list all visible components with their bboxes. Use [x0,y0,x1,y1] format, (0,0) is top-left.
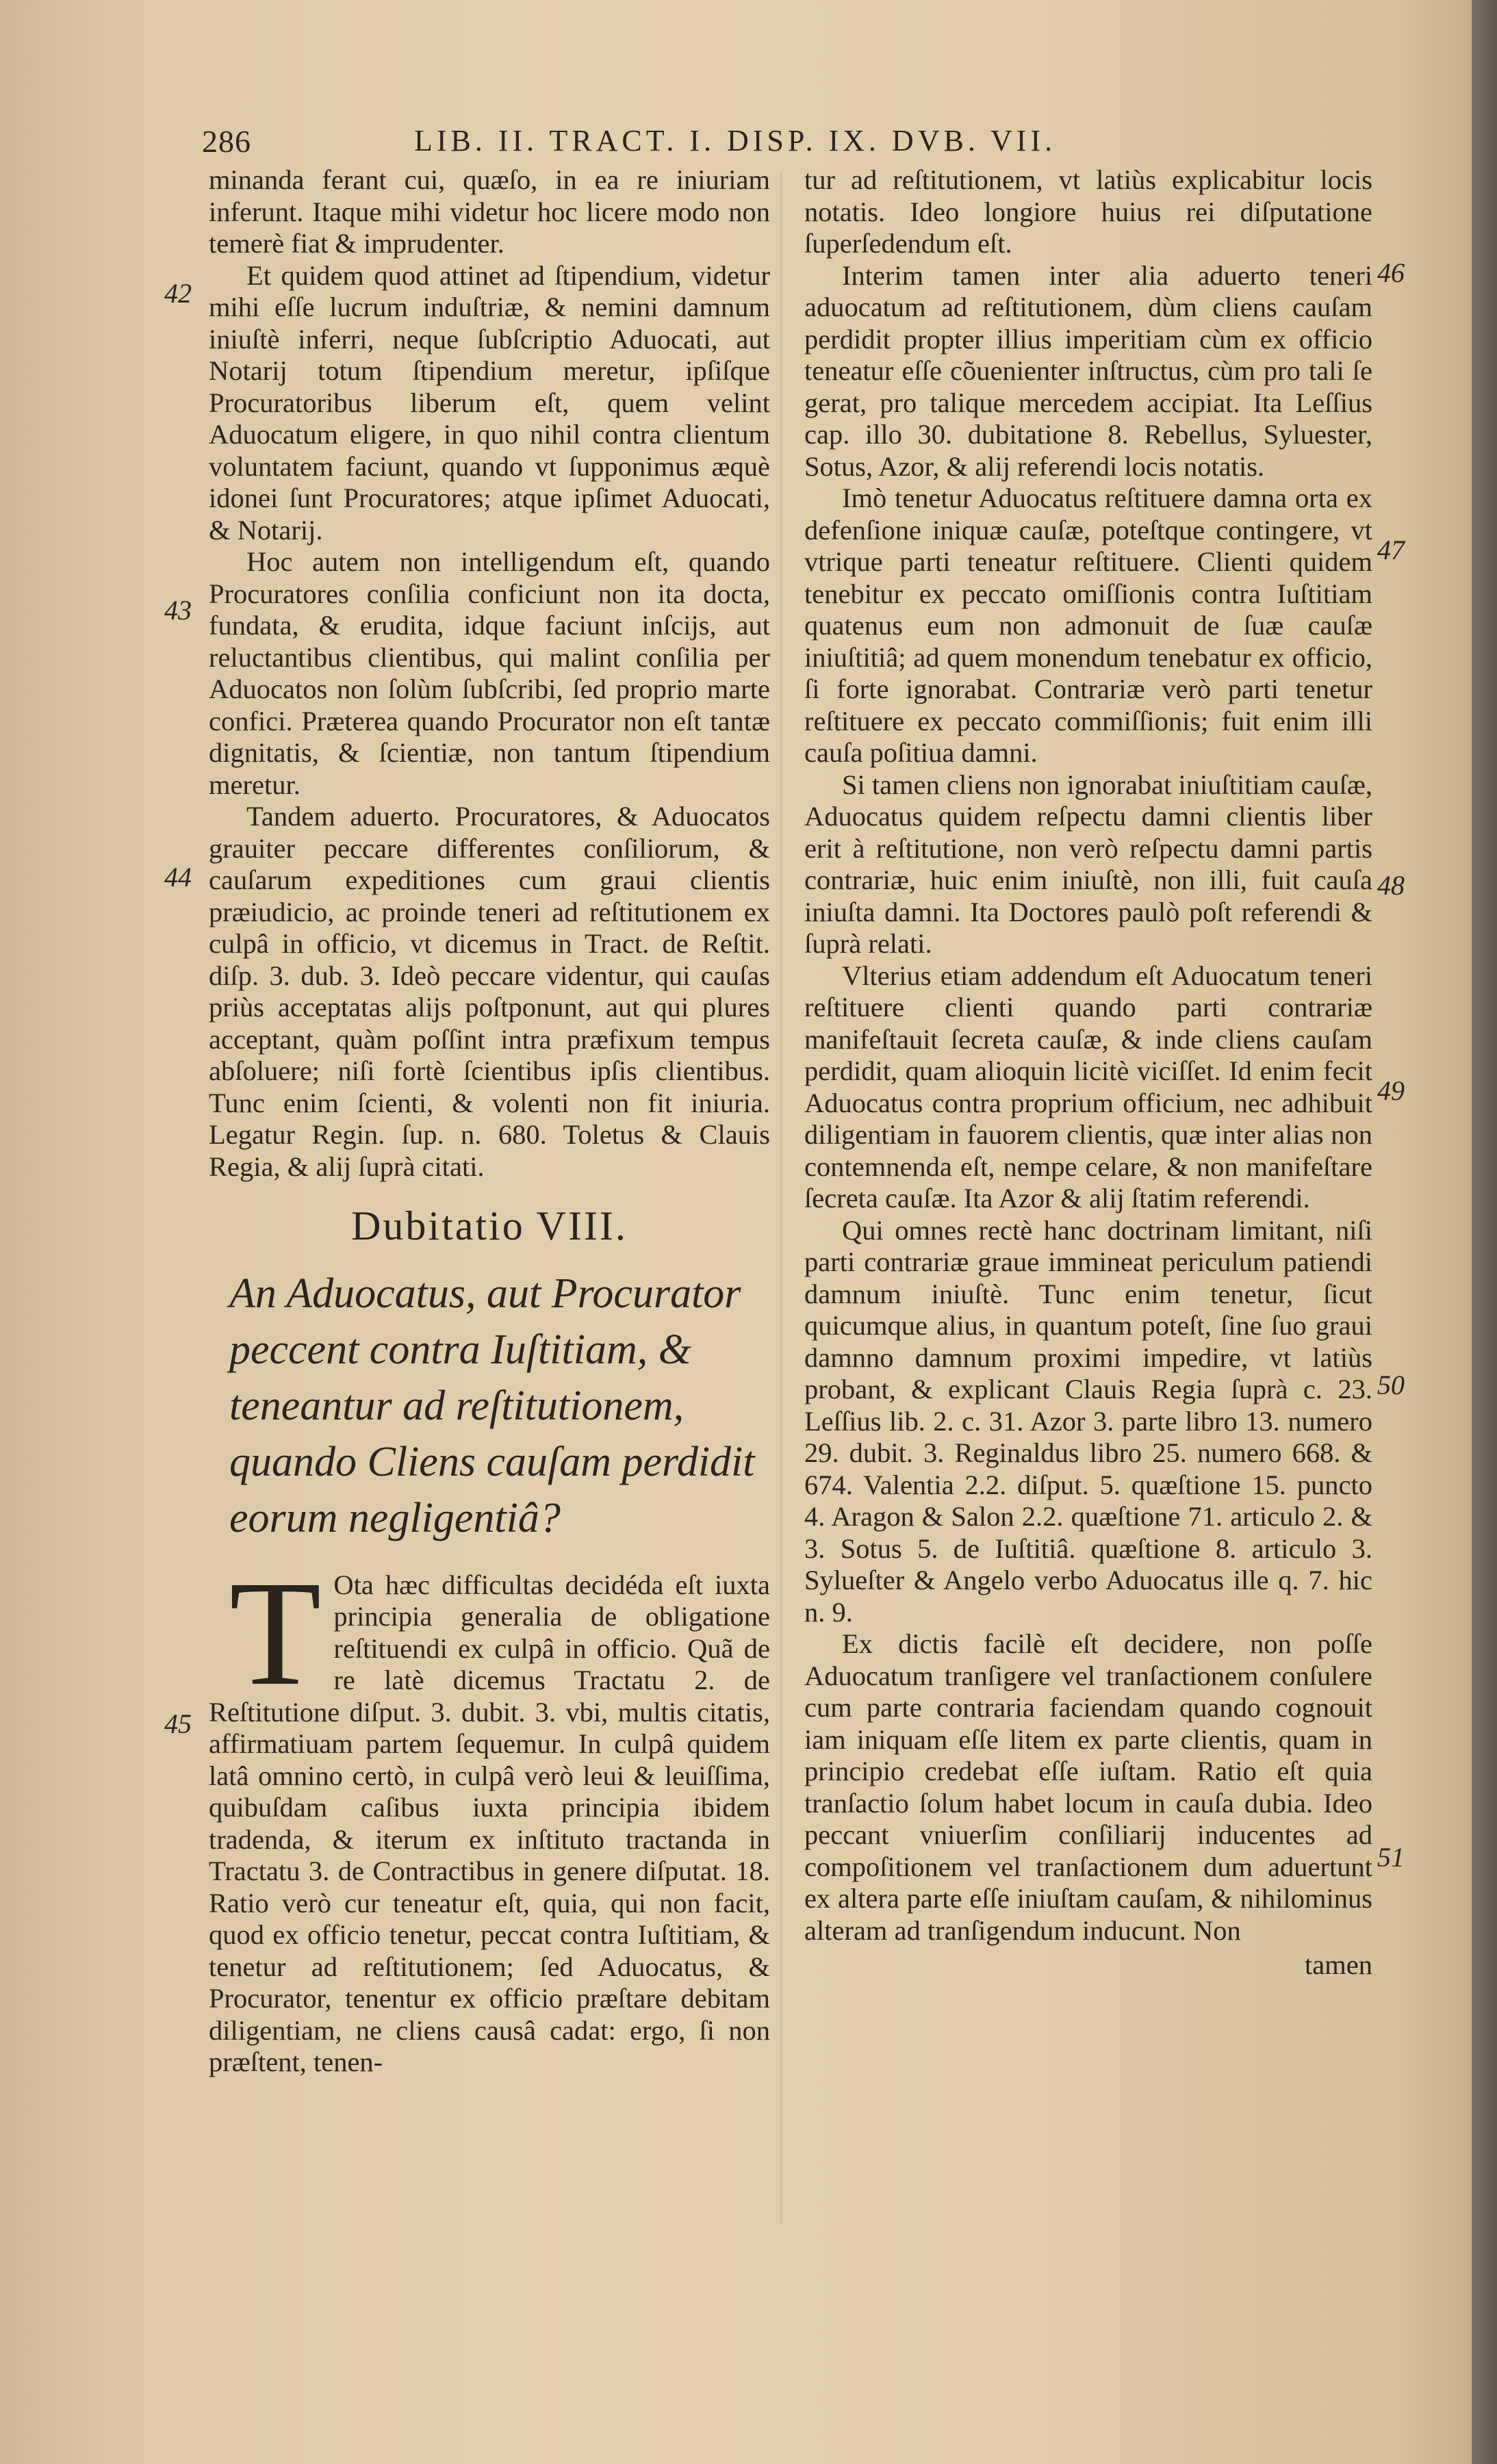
page-number: 286 [202,124,251,159]
opening-paragraph [209,1549,770,2079]
paragraph-47: Imò tenetur Aduocatus reſtituere damna orta ex defenſione iniquæ cauſæ, poteſtque contingere, vt vtrique parti teneatur reſtituere. Clienti quidem tenebitur ex peccato omiſſionis contra Iuſtitiam quatenus eum non admonuit de ſuæ cauſæ iniuſtitiâ; ad quem monendum tenebatur ex officio, ſi forte ignorabat. Contrariæ verò parti tenetur reſtituere ex peccato commiſſionis; fuit enim illi cauſa poſitiua damni. [804,483,1372,768]
margin-number-46: 46 [1377,257,1405,288]
paragraph-42: Et quidem quod attinet ad ſtipendium, videtur mihi eſſe lucrum induſtriæ, & nemini damnum iniuſtè inferri, neque ſubſcriptio Aduocati, aut Notarij totum ſtipendium meretur, ipſiſque Procuratoribus liberum eſt, quem velint Aduocatum eligere, in quo nihil contra clientum voluntatem faciunt, quando vt ſupponimus æquè idonei ſunt Procuratores; atque ipſimet Aduocati, & Notarij. [209,259,770,546]
paragraph-46: Interim tamen inter alia aduerto teneri aduocatum ad reſtitutionem, dùm cliens cauſam perdidit propter illius imperitiam cùm ex officio teneatur eſſe cõuenienter inſtructus, cùm pro tali ſe gerat, pro talique mercedem accipiat. Ita Leſſius cap. illo 30. dubitatione 8. Rebellus, Syluester, Sotus, Azor, & alij referendi locis notatis. [804,259,1372,482]
paragraph-51: Ex dictis facilè eſt decidere, non poſſe Aduocatum tranſigere vel tranſactionem conſulere cum parte contraria faciendam quando cognouit iam iniquam eſſe litem ex parte clientis, quam in principio credebat eſſe iuſtam. Ratio eſt quia tranſactio ſolum habet locum in cauſa dubia. Ideo peccant vniuerſim conſiliarij inducentes ad compoſitionem vel tranſactionem dum aduertunt ex altera parte eſſe iniuſtam cauſam, & nihilominus alteram ad tranſigendum inducunt. Non [804,1628,1372,1946]
right-column [804,164,1372,1981]
paragraph-48: Si tamen cliens non ignorabat iniuſtitiam cauſæ, Aduocatus quidem reſpectu damni clientis liber erit à reſtitutione, non verò reſpectu damni partis contrariæ, huic enim iniuſtè, non illi, fuit cauſa iniuſta damni. Ita Doctores paulò poſt referendi & ſuprà relati. [804,769,1372,959]
paragraph-43: Hoc autem non intelligendum eſt, quando Procuratores conſilia conficiunt non ita docta, fundata, & erudita, idque faciunt inſcijs, aut reluctantibus clientibus, qui malint conſilia per Aduocatos non ſolùm ſubſcribi, ſed proprio marte confici. Præterea quando Procurator non eſt tantæ dignitatis, & ſcientiæ, non tantum ſtipendium meretur. [209,546,770,800]
page-header [202,116,1379,171]
paragraph-continued: tur ad reſtitutionem, vt latiùs explicabitur locis notatis. Ideo longiore huius rei diſputatione ſuperſedendum eſt. [804,164,1372,259]
running-title: LIB. II. TRACT. I. DISP. IX. DVB. VII. [414,124,1057,157]
margin-number-42: 42 [164,278,192,309]
margin-number-49: 49 [1377,1075,1405,1106]
margin-number-44: 44 [164,862,192,893]
margin-number-48: 48 [1377,870,1405,901]
drop-cap: T [229,1549,322,1717]
margin-number-45: 45 [164,1708,192,1739]
catchword: tamen [1305,1949,1372,1980]
column-gutter [780,171,782,2224]
margin-number-43: 43 [164,595,192,626]
section-title: Dubitatio VIII. [351,1203,628,1248]
section-question: An Aduocatus, aut Procurator peccent contra Iuſtitiam, & teneantur ad reſtitutionem, quando Cliens cauſam perdidit eorum negligentiâ? [229,1270,755,1541]
paragraph-44: Tandem aduerto. Procuratores, & Aduocatos grauiter peccare differentes conſiliorum, & cauſarum expeditiones cum graui clientis præiudicio, ac proinde teneri ad reſtitutionem ex culpâ in officio, vt dicemus in Tract. de Reſtit. diſp. 3. dub. 3. Ideò peccare videntur, qui cauſas priùs acceptatas alijs poſtponunt, aut qui plures acceptant, quàm poſſint intra præfixum tempus abſoluere; niſi fortè ſcientibus ipſis clientibus. Tunc enim ſcienti, & volenti non fit iniuria. Legatur Regin. ſup. n. 680. Toletus & Clauis Regia, & alij ſuprà citati. [209,801,770,1182]
paragraph-49: Vlterius etiam addendum eſt Aduocatum teneri reſtituere clienti quando parti contrariæ manifeſtauit ſecreta cauſæ, & inde cliens cauſam perdidit, quam alioquin licitè viciſſet. Id enim fecit Aduocatus contra proprium officium, nec adhibuit diligentiam in fauorem clientis, quæ inter alias non contemnenda eſt, nempe celare, & non manifeſtare ſecreta cauſæ. Ita Azor & alij ſtatim referendi. [804,960,1372,1214]
book-edge [1472,0,1497,2464]
margin-number-51: 51 [1377,1842,1405,1873]
paragraph: minanda ferant cui, quæſo, in ea re iniuriam inferunt. Itaque mihi videtur hoc licere modo non temerè fiat & imprudenter. [209,164,770,259]
margin-number-47: 47 [1377,535,1405,565]
left-column [209,164,770,2079]
margin-number-50: 50 [1377,1370,1405,1400]
paragraph-45: Ota hæc difficultas decidéda eſt iuxta principia generalia de obligatione reſtituendi ex culpâ in officio. Quã de re latè dicemus Tractatu 2. de Reſtitutione diſput. 3. dubit. 3. vbi, multis citatis, affirmatiuam partem ſequemur. In culpâ quidem latâ omnino certò, in culpâ verò leui & leuiſſima, quibuſdam caſibus iuxta principia ibidem tradenda, & iterum ex inſtituto tractanda in Tractatu 3. de Contractibus in genere diſputat. 18. Ratio verò cur teneatur eſt, quia, qui non facit, quod ex officio tenetur, peccat contra Iuſtitiam, & tenetur ad reſtitutionem; ſed Aduocatus, & Procurator, tenentur ex officio præſtare debitam diligentiam, ne cliens causâ cadat: ergo, ſi non præſtent, tenen- [209,1569,770,2077]
paragraph-50: Qui omnes rectè hanc doctrinam limitant, niſi parti contrariæ graue immineat periculum patiendi damnum iniuſtè. Tunc enim tenetur, ſicut quicumque alius, in quantum poteſt, ſine ſuo graui damnno damnum proximi impedire, vt latiùs probant, & explicant Clauis Regia ſuprà c. 23. Leſſius lib. 2. c. 31. Azor 3. parte libro 13. numero 29. dubit. 3. Reginaldus libro 25. numero 668. & 674. Valentia 2.2. diſput. 5. quæſtione 15. puncto 4. Aragon & Salon 2.2. quæſtione 71. articulo 2. & 3. Sotus 5. de Iuſtitiâ. quæſtione 8. articulo 3. Sylueſter & Angelo verbo Aduocatus ille q. 7. hic n. 9. [804,1214,1372,1628]
